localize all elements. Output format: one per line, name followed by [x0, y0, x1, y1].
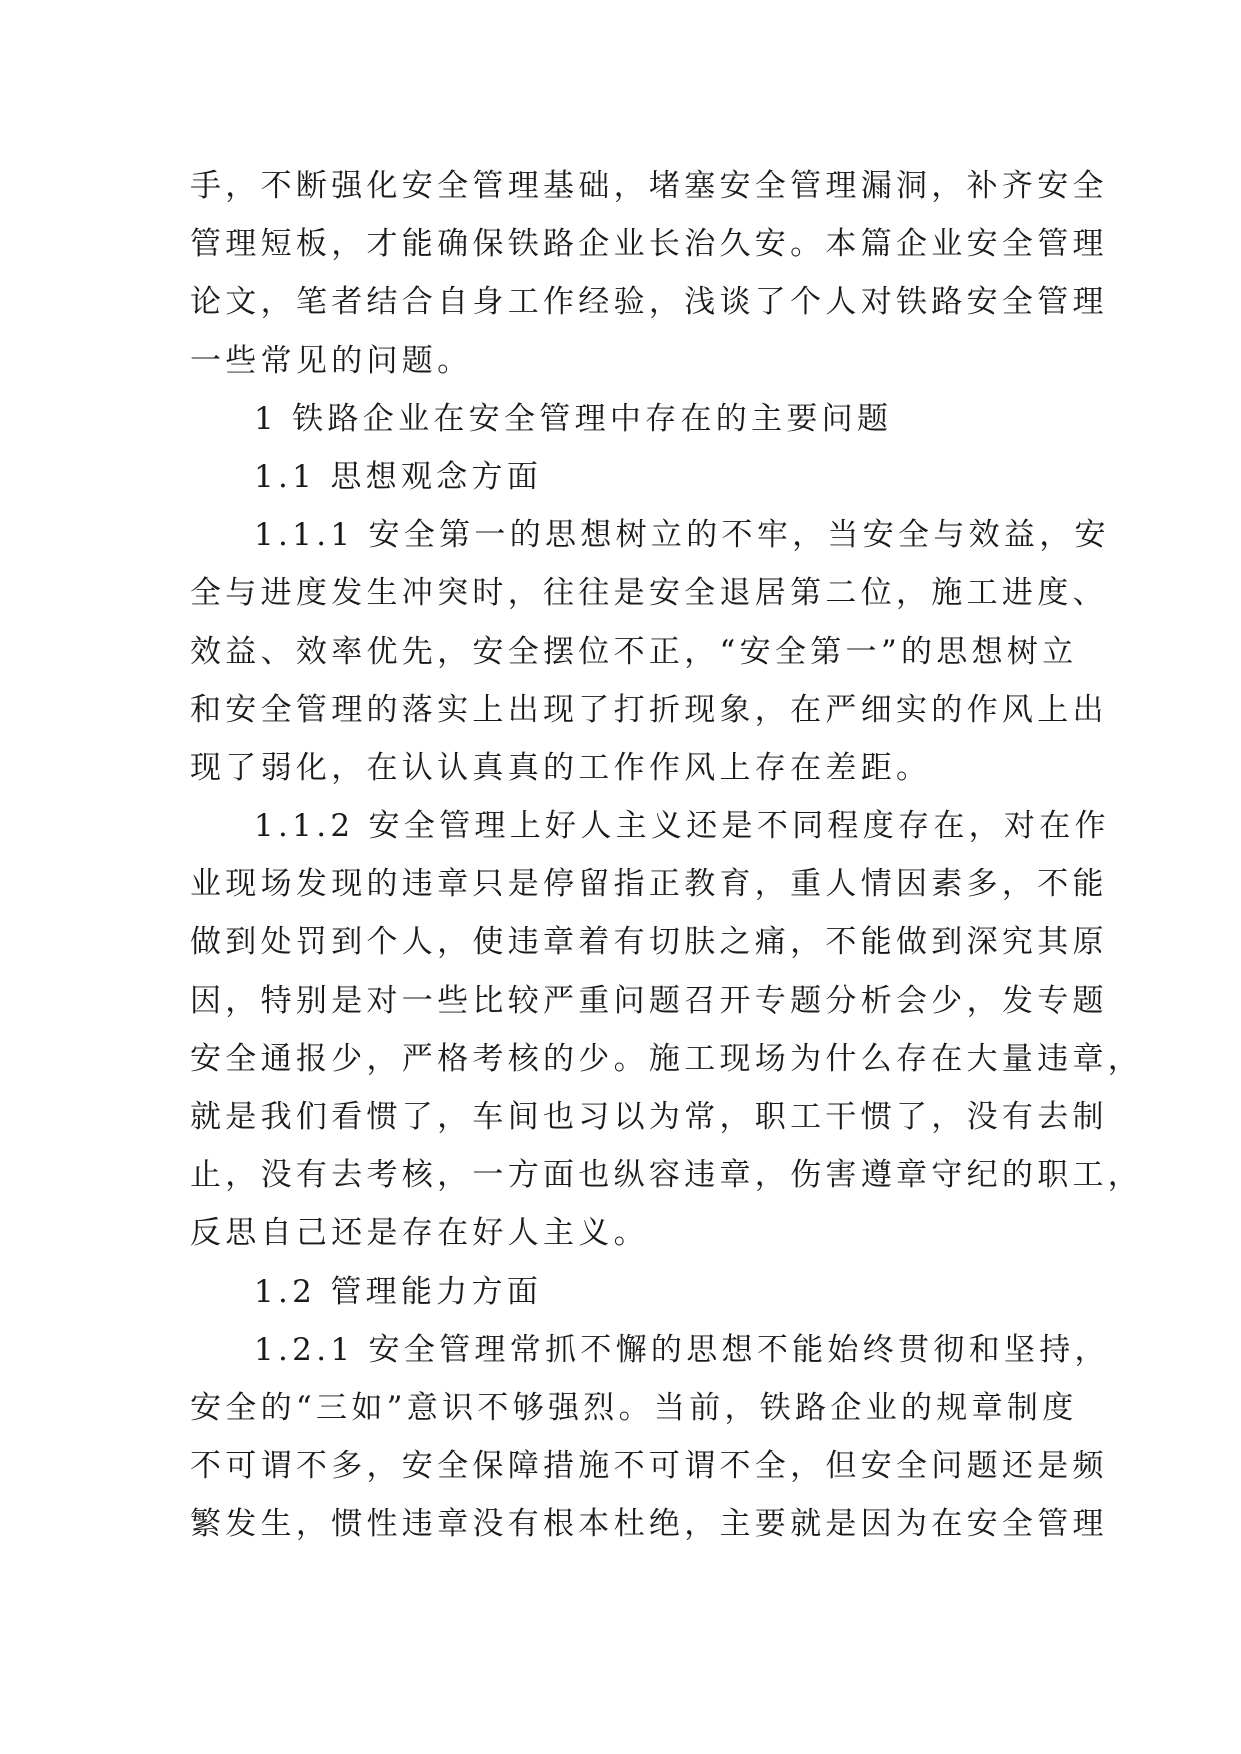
paragraph-line: 手，不断强化安全管理基础，堵塞安全管理漏洞，补齐安全	[190, 168, 1108, 204]
paragraph-line: 效益、效率优先，安全摆位不正，“安全第一”的思想树立	[190, 633, 1078, 670]
paragraph-line: 全与进度发生冲突时，往往是安全退居第二位，施工进度、	[190, 575, 1108, 612]
paragraph-line: 反思自己还是存在好人主义。	[190, 1215, 649, 1252]
paragraph-line: 不可谓不多，安全保障措施不可谓不全，但安全问题还是频	[190, 1448, 1108, 1485]
paragraph-line: 1.2.1 安全管理常抓不懈的思想不能始终贯彻和坚持，	[254, 1331, 1110, 1368]
paragraph-line: 因，特别是对一些比较严重问题召开专题分析会少，发专题	[190, 982, 1108, 1019]
paragraph-line: 现了弱化，在认认真真的工作作风上存在差距。	[190, 749, 932, 786]
paragraph-line: 1.1.2 安全管理上好人主义还是不同程度存在，对在作	[254, 808, 1110, 845]
paragraph-line: 管理短板，才能确保铁路企业长治久安。本篇企业安全管理	[190, 226, 1108, 263]
paragraph-line: 繁发生，惯性违章没有根本杜绝，主要就是因为在安全管理	[190, 1506, 1108, 1543]
paragraph-line: 论文，笔者结合自身工作经验，浅谈了个人对铁路安全管理	[190, 284, 1108, 321]
paragraph-line: 和安全管理的落实上出现了打折现象，在严细实的作风上出	[190, 691, 1108, 728]
paragraph-line: 做到处罚到个人，使违章着有切肤之痛，不能做到深究其原	[190, 924, 1108, 961]
paragraph-line: 1.1.1 安全第一的思想树立的不牢，当安全与效益，安	[254, 517, 1110, 554]
paragraph-line: 安全的“三如”意识不够强烈。当前，铁路企业的规章制度	[190, 1389, 1078, 1426]
section-heading: 1 铁路企业在安全管理中存在的主要问题	[254, 400, 893, 437]
paragraph-line: 就是我们看惯了，车间也习以为常，职工干惯了，没有去制	[190, 1099, 1108, 1135]
paragraph-line: 止，没有去考核，一方面也纵容违章，伤害遵章守纪的职工，	[190, 1157, 1144, 1194]
paragraph-line: 安全通报少，严格考核的少。施工现场为什么存在大量违章，	[190, 1040, 1144, 1077]
paragraph-line: 业现场发现的违章只是停留指正教育，重人情因素多，不能	[190, 866, 1108, 903]
subsection-heading: 1.2 管理能力方面	[254, 1273, 543, 1310]
subsection-heading: 1.1 思想观念方面	[254, 458, 543, 495]
paragraph-line: 一些常见的问题。	[190, 342, 473, 379]
body-text	[190, 157, 1144, 1554]
